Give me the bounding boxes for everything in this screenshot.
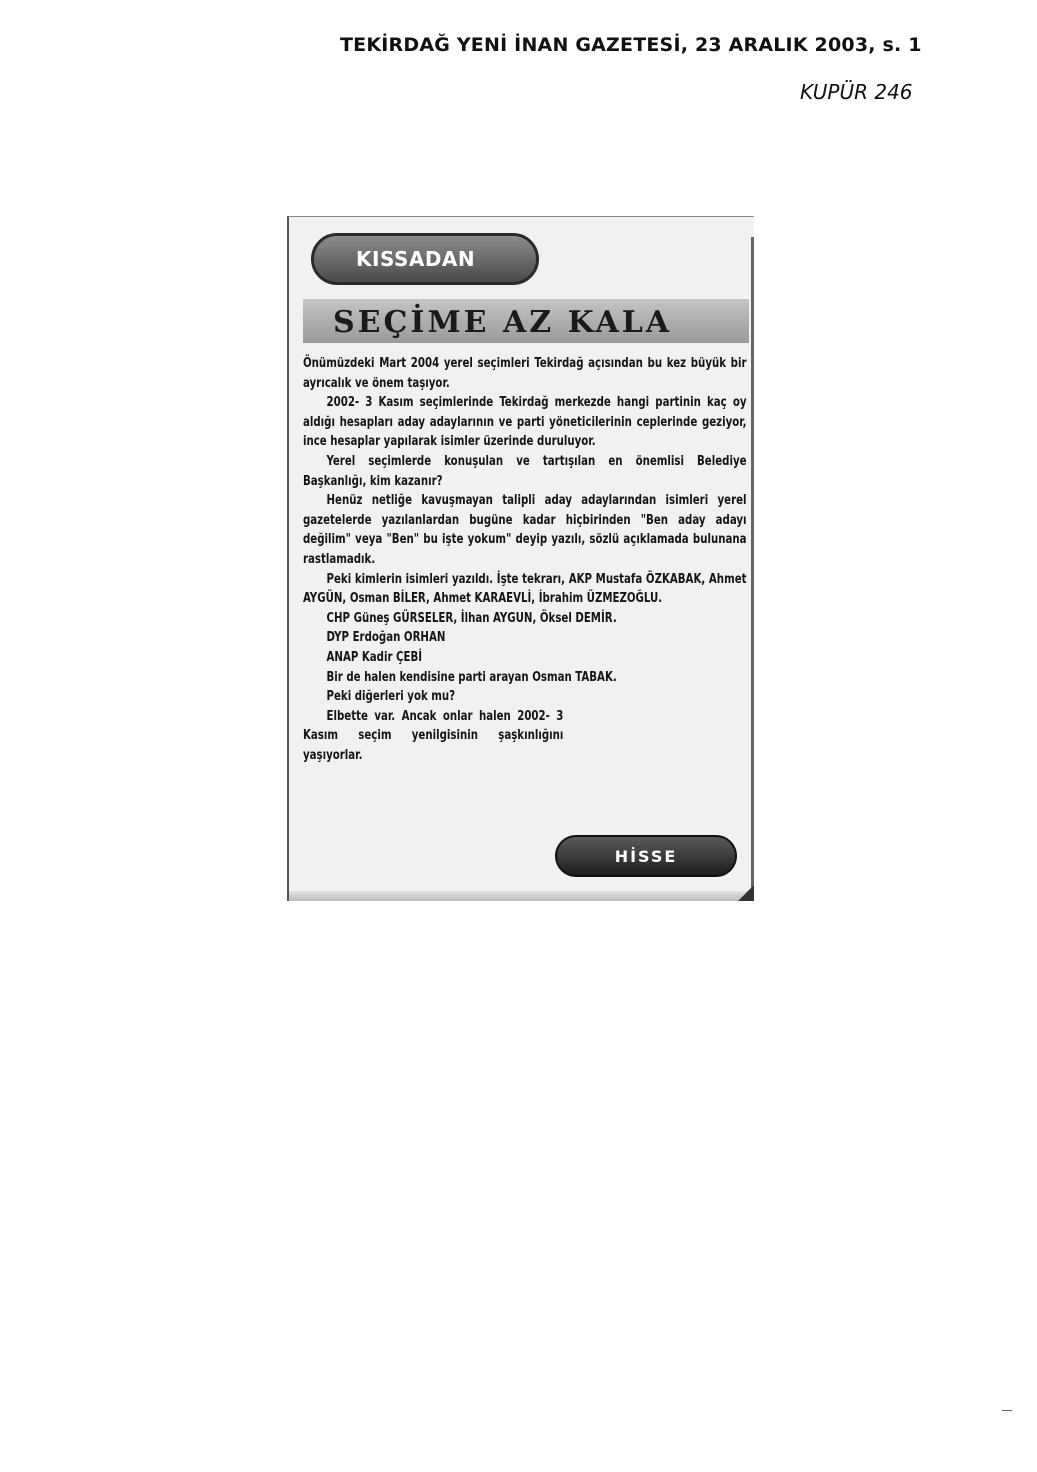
article-title: SEÇİME AZ KALA [333,305,673,340]
article-paragraph: DYP Erdoğan ORHAN [326,629,446,646]
article-paragraph: 2002- 3 Kasım seçimlerinde Tekirdağ merkezde hangi partinin kaç oy aldığı hesapları aday adaylarının ve parti yöneticilerinin ceplerinde geziyor, ince hesaplar yapılarak isimler üzerinde duruluyor. [303,394,747,450]
article-paragraph: Peki kimlerin isimleri yazıldı. İşte tekrarı, AKP Mustafa ÖZKABAK, Ahmet AYGÜN, Osman BİLER, Ahmet KARAEVLİ, İbrahim ÜZMEZOĞLU. [303,570,747,607]
article-paragraph: Bir de halen kendisine parti arayan Osman TABAK. [326,668,617,685]
article-paragraph: ANAP Kadir ÇEBİ [326,648,423,665]
citation-header: TEKİRDAĞ YENİ İNAN GAZETESİ, 23 ARALIK 2003, s. 1 [340,34,922,56]
article-body [303,354,747,765]
footer-label-badge: HİSSE [555,835,737,877]
article-paragraph: Önümüzdeki Mart 2004 yerel seçimleri Tekirdağ açısından bu kez büyük bir ayrıcalık ve önem taşıyor. [303,355,747,391]
newspaper-clipping [287,216,754,901]
corner-fold [738,885,754,901]
article-paragraph: Henüz netliğe kavuşmayan talipli aday adaylarından isimleri yerel gazetelerde yazılanlardan bugüne kadar hiçbirinden "Ben aday adayı değilim" veya "Ben" bu işte yokum" deyip yazılı, sözlü açıklamada bulunana rastlamadık. [303,492,747,567]
article-paragraph: Peki diğerleri yok mu? [326,688,456,705]
clipping-bottom-edge [289,891,754,901]
article-paragraph: Elbette var. Ancak onlar halen 2002- 3 Kasım seçim yenilgisinin şaşkınlığını yaşıyorlar. [303,707,564,763]
section-label-badge: KISSADAN [311,233,539,285]
article-paragraph: CHP Güneş GÜRSELER, İlhan AYGUN, Öksel DEMİR. [326,609,617,626]
clipping-number: KUPÜR 246 [800,80,913,104]
margin-mark [1002,1410,1012,1411]
article-paragraph: Yerel seçimlerde konuşulan ve tartışılan en önemlisi Belediye Başkanlığı, kim kazanır? [303,452,747,489]
